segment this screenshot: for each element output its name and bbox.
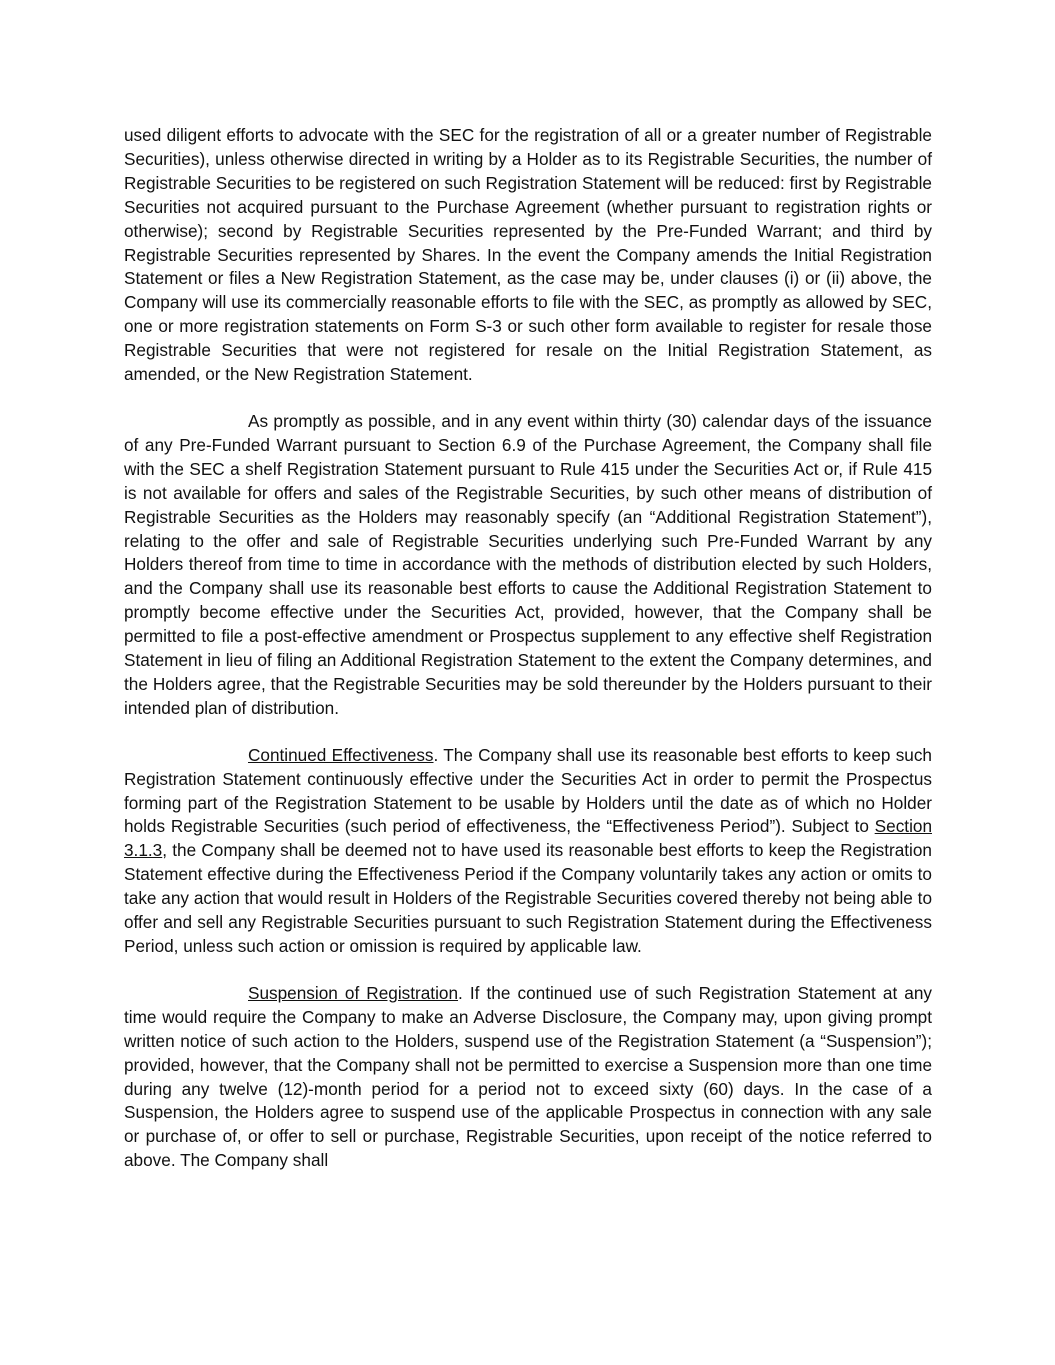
heading-suspension-of-registration: Suspension of Registration — [248, 982, 459, 1003]
continued-effectiveness-text-b: , the Company shall be deemed not to have used its reasonable best efforts to keep the Registration Statement effective during the Effectiveness Period if the Company voluntarily takes any action or omits to take any action that would result in Holders of the Registrable Securities covered thereby not being able to offer and sell any Registrable Securities pursuant to such Registration Statement during the Effectiveness Period, unless such action or omission is required by applicable law. — [124, 840, 932, 956]
paragraph-continued-effectiveness — [124, 744, 932, 959]
paragraph-suspension-of-registration — [124, 982, 932, 1173]
section-reference-link: Section 3.1.3 — [124, 816, 932, 861]
document-page — [124, 124, 932, 1196]
heading-continued-effectiveness: Continued Effectiveness — [248, 744, 434, 765]
continued-effectiveness-text-a: . The Company shall use its reasonable best efforts to keep such Registration Statement continuously effective under the Securities Act in order to permit the Prospectus forming part of the Registration Statement to be usable by Holders until the date as of which no Holder holds Registrable Securities (such period of effectiveness, the “Effectiveness Period”). Subject to — [124, 744, 932, 837]
paragraph-registration-reduction: used diligent efforts to advocate with the SEC for the registration of all or a greater number of Registrable Securities), unless otherwise directed in writing by a Holder as to its Registrable Securities, the number of Registrable Securities to be registered on such Registration Statement will be reduced: first by Registrable Securities not acquired pursuant to the Purchase Agreement (whether pursuant to registration rights or otherwise); second by Registrable Securities represented by the Pre-Funded Warrant; and third by Registrable Securities represented by Shares. In the event the Company amends the Initial Registration Statement or files a New Registration Statement, as the case may be, under clauses (i) or (ii) above, the Company will use its commercially reasonable efforts to file with the SEC, as promptly as allowed by SEC, one or more registration statements on Form S-3 or such other form available to register for resale those Registrable Securities that were not registered for resale on the Initial Registration Statement, as amended, or the New Registration Statement. — [124, 125, 932, 385]
suspension-text: . If the continued use of such Registration Statement at any time would require the Company to make an Adverse Disclosure, the Company may, upon giving prompt written notice of such action to the Holders, suspend use of the Registration Statement (a “Suspension”); provided, however, that the Company shall not be permitted to exercise a Suspension more than one time during any twelve (12)-month period for a period not to exceed sixty (60) days. In the case of a Suspension, the Holders agree to suspend use of the applicable Prospectus in connection with any sale or purchase of, or offer to sell or purchase, Registrable Securities, upon receipt of the notice referred to above. The Company shall — [124, 982, 933, 1171]
paragraph-additional-registration: As promptly as possible, and in any event within thirty (30) calendar days of the issuance of any Pre-Funded Warrant pursuant to Section 6.9 of the Purchase Agreement, the Company shall file with the SEC a shelf Registration Statement pursuant to Rule 415 under the Securities Act or, if Rule 415 is not available for offers and sales of the Registrable Securities, by such other means of distribution of Registrable Securities as the Holders may reasonably specify (an “Additional Registration Statement”), relating to the offer and sale of Registrable Securities underlying such Pre-Funded Warrant by any Holders thereof from time to time in accordance with the methods of distribution elected by such Holders, and the Company shall use its reasonable best efforts to cause the Additional Registration Statement to promptly become effective under the Securities Act, provided, however, that the Company shall be permitted to file a post-effective amendment or Prospectus supplement to any effective shelf Registration Statement in lieu of filing an Additional Registration Statement to the extent the Company determines, and the Holders agree, that the Registrable Securities may be sold thereunder by the Holders pursuant to their intended plan of distribution. — [124, 410, 932, 718]
